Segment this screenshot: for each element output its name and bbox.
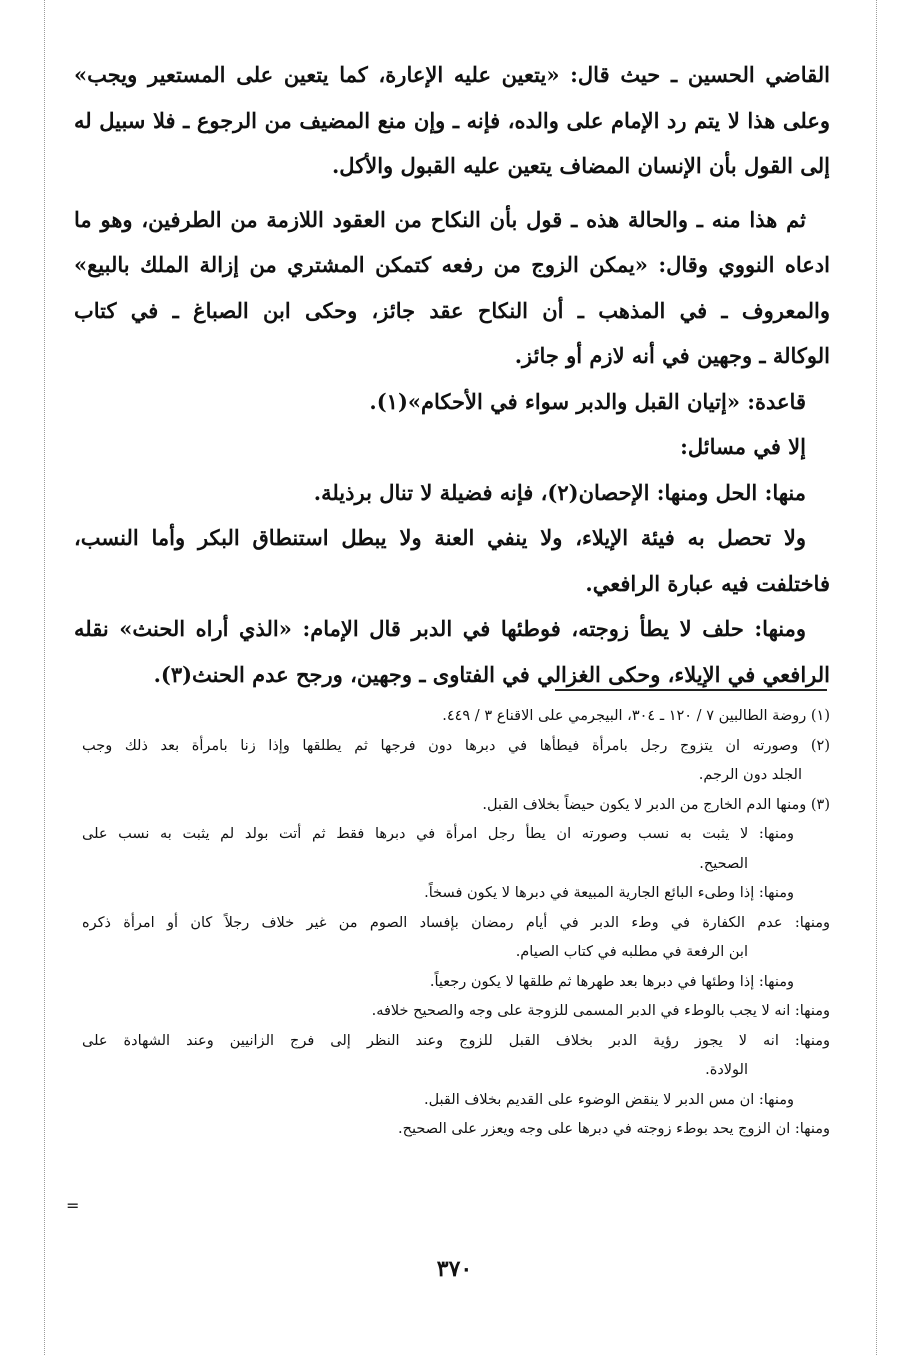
- footnote-line: ومنها: عدم الكفارة في وطء الدبر في أيام رمضان بإفساد الصوم من غير خلاف رجلاً كان أو امرأة ذكره: [82, 914, 830, 931]
- main-text: [74, 52, 830, 697]
- footnote-line: الولادة.: [705, 1062, 748, 1078]
- left-margin-rule: [44, 0, 45, 1355]
- footnote-line: ابن الرفعة في مطلبه في كتاب الصيام.: [515, 944, 748, 960]
- footnote-line: ومنها: ان مس الدبر لا ينقض الوضوء على القديم بخلاف القبل.: [423, 1091, 794, 1108]
- body-line: فاختلفت فيه عبارة الرافعي.: [585, 570, 830, 596]
- body-line: ثم هذا منه ـ والحالة هذه ـ قول بأن النكاح من العقود اللازمة من الطرفين، وهو ما: [74, 206, 806, 232]
- footnote-line: (٢) وصورته ان يتزوج رجل بامرأة فيطأها في دبرها دون فرجها ثم يطلقها وإذا زنا بامرأة بعد ذلك وجب: [82, 737, 830, 754]
- body-line: منها: الحل ومنها: الإحصان(٢)، فإنه فضيلة لا تنال برذيلة.: [313, 479, 806, 505]
- footnote-line: ومنها: إذا وطئها في دبرها بعد طهرها ثم طلقها لا يكون رجعياً.: [429, 973, 794, 990]
- footnote-line: ومنها: لا يثبت به نسب وصورته ان يطأ رجل امرأة في دبرها فقط ثم أتت بولد لم يثبت به نسب على: [82, 826, 794, 842]
- page-number: ٣٧٠: [436, 1256, 473, 1282]
- body-line: إلى القول بأن الإنسان المضاف يتعين عليه القبول والأكل.: [332, 153, 830, 178]
- footnote-line: ومنها: انه لا يجب بالوطء في الدبر المسمى للزوجة على وجه والصحيح خلافه.: [371, 1003, 830, 1019]
- rule-heading: قاعدة: «إتيان القبل والدبر سواء في الأحكام»(١).: [369, 388, 806, 414]
- body-line: الوكالة ـ وجهين في أنه لازم أو جائز.: [514, 343, 830, 368]
- footnote-line: (١) روضة الطالبين ٧ / ١٢٠ ـ ٣٠٤، البيجرمي على الاقناع ٣ / ٤٤٩.: [442, 708, 830, 724]
- right-margin-rule: [876, 0, 877, 1355]
- footnote-line: (٣) ومنها الدم الخارج من الدبر لا يكون حيضاً بخلاف القبل.: [482, 796, 830, 813]
- footnote-line: ومنها: إذا وطىء البائع الجارية المبيعة في دبرها لا يكون فسخاً.: [424, 885, 794, 901]
- footnotes: [82, 702, 830, 1145]
- margin-continuation-mark: =: [66, 1196, 80, 1215]
- footnote-line: ومنها: ان الزوج يحد بوطء زوجته في دبرها على وجه ويعزر على الصحيح.: [398, 1121, 830, 1137]
- body-line: إلا في مسائل:: [680, 434, 806, 459]
- footnote-line: الجلد دون الرجم.: [698, 767, 802, 783]
- body-line: ولا تحصل به فيئة الإيلاء، ولا ينفي العنة ولا يبطل استنطاق البكر وأما النسب،: [74, 525, 806, 550]
- body-line: ومنها: حلف لا يطأ زوجته، فوطئها في الدبر قال الإمام: «الذي أراه الحنث» نقله: [74, 616, 806, 641]
- footnote-line: الصحيح.: [699, 855, 748, 872]
- footnote-separator: [555, 689, 827, 691]
- body-line: ادعاه النووي وقال: «يمكن الزوج من رفعه كتمكن المشتري من إزالة الملك بالبيع»: [74, 252, 830, 277]
- body-line: القاضي الحسين ـ حيث قال: «يتعين عليه الإعارة، كما يتعين على المستعير ويجب»: [74, 62, 830, 87]
- body-line: وعلى هذا لا يتم رد الإمام على والده، فإنه ـ وإن منع المضيف من الرجوع ـ فلا سبيل له: [74, 107, 830, 133]
- footnote-line: ومنها: انه لا يجوز رؤية الدبر بخلاف القبل للزوج وعند النظر إلى فرج الزانيين وعند الشهادة على: [82, 1032, 830, 1049]
- body-line: والمعروف ـ في المذهب ـ أن النكاح عقد جائز، وحكى ابن الصباغ ـ في كتاب: [74, 297, 830, 323]
- body-line: الرافعي في الإيلاء، وحكى الغزالي في الفتاوى ـ وجهين، ورجح عدم الحنث(٣).: [153, 661, 830, 687]
